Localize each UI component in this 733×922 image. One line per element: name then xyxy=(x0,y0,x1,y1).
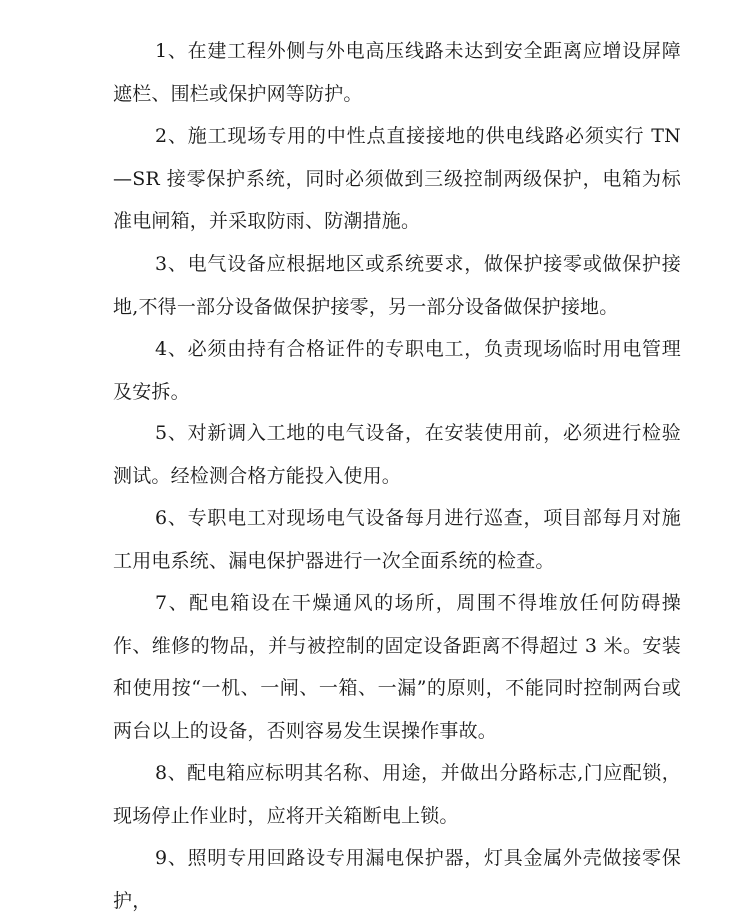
paragraph-7: 7、配电箱设在干燥通风的场所，周围不得堆放任何防碍操作、维修的物品，并与被控制的固定设备距离不得超过 3 米。安装和使用按“一机、一闸、一箱、一漏”的原则，不能同时控制两台或两台以上的设备，否则容易发生误操作事故。 xyxy=(113,592,681,742)
paragraph-9: 9、照明专用回路设专用漏电保护器，灯具金属外壳做接零保护， xyxy=(113,847,681,912)
paragraph-2: 2、施工现场专用的中性点直接接地的供电线路必须实行 TN—SR 接零保护系统，同时必须做到三级控制两级保护，电箱为标准电闸箱，并采取防雨、防潮措施。 xyxy=(113,125,681,232)
paragraph-4: 4、必须由持有合格证件的专职电工，负责现场临时用电管理及安拆。 xyxy=(113,338,681,403)
paragraph-3: 3、电气设备应根据地区或系统要求，做保护接零或做保护接地,不得一部分设备做保护接零，另一部分设备做保护接地。 xyxy=(113,253,681,318)
paragraph-6: 6、专职电工对现场电气设备每月进行巡查，项目部每月对施工用电系统、漏电保护器进行一次全面系统的检查。 xyxy=(113,507,681,572)
paragraph-5: 5、对新调入工地的电气设备，在安装使用前，必须进行检验测试。经检测合格方能投入使用。 xyxy=(113,422,681,487)
paragraph-8: 8、配电箱应标明其名称、用途，并做出分路标志,门应配锁，现场停止作业时，应将开关箱断电上锁。 xyxy=(113,762,681,827)
paragraph-1: 1、在建工程外侧与外电高压线路未达到安全距离应增设屏障遮栏、围栏或保护网等防护。 xyxy=(113,40,681,105)
